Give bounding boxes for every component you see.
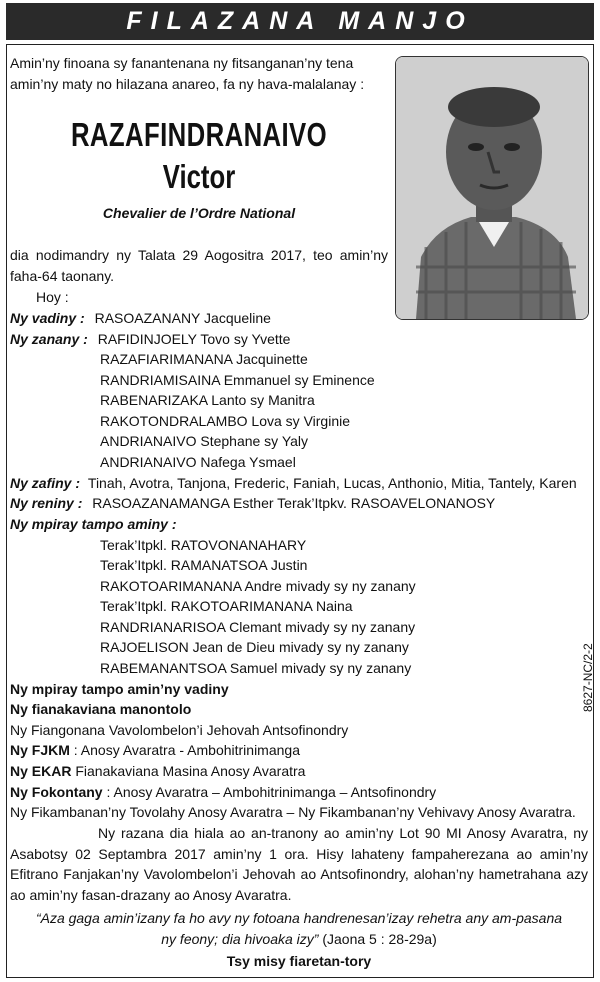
notice-header: FILAZANA MANJO (6, 3, 594, 40)
sibling-name: Terak’Itpkl. RAKOTOARIMANANA Naina (100, 598, 353, 614)
deceased-firstname: Victor (162, 158, 236, 195)
fokontany-row (10, 782, 436, 803)
children-label: Ny zanany : (10, 331, 88, 347)
deceased-photo (395, 56, 589, 320)
child-name: RAKOTONDRALAMBO Lova sy Virginie (100, 413, 351, 429)
child-name: RAZAFIARIMANANA Jacquinette (100, 351, 308, 367)
whole-family: Ny fianakaviana manontolo (10, 701, 192, 717)
fjkm-row (10, 740, 300, 761)
grandchildren-names: Tinah, Avotra, Tanjona, Frederic, Faniah, Lucas, Anthonio, Mitia, Tantely, Karen (87, 475, 577, 491)
scripture-quote (10, 908, 588, 949)
ekar-row (10, 761, 305, 782)
mother-row (10, 493, 495, 514)
children-row (10, 329, 290, 350)
spouse-name: RASOAZANANY Jacqueline (94, 310, 271, 326)
death-statement: dia nodimandry ny Talata 29 Aogositra 2017, teo amin’ny faha-64 taonany. (10, 247, 388, 284)
church: Ny Fiangonana Vavolombelon’i Jehovah Antsofinondry (10, 722, 349, 738)
sibling-name: RAJOELISON Jean de Dieu mivady sy ny zanany (100, 639, 409, 655)
child-name: RANDRIAMISAINA Emmanuel sy Eminence (100, 372, 375, 388)
child-name: ANDRIANAIVO Nafega Ysmael (100, 454, 296, 470)
fjkm-label: Ny FJKM (10, 742, 70, 758)
fjkm-value: : Anosy Avaratra - Ambohitrinimanga (69, 742, 300, 758)
mother-name: RASOAZANAMANGA Esther Terak’Itpkv. RASOAVELONANOSY (92, 495, 496, 511)
reference-code: 8627-NC/2-2 (581, 643, 595, 712)
hoy-label: Hoy : (36, 289, 69, 305)
associations: Ny Fikambanan’ny Tovolahy Anosy Avaratra – Ny Fikambanan’ny Vehivavy Anosy Avaratra. (10, 804, 576, 820)
portrait-image (396, 57, 588, 319)
sibling-name: RABEMANANTSOA Samuel mivady sy ny zanany (100, 660, 412, 676)
child-name: RABENARIZAKA Lanto sy Manitra (100, 392, 315, 408)
spouse-siblings: Ny mpiray tampo amin’ny vadiny (10, 681, 229, 697)
quote-reference: (Jaona 5 : 28-29a) (318, 930, 437, 947)
ekar-value: Fianakaviana Masina Anosy Avaratra (71, 763, 306, 779)
sibling-name: Terak’Itpkl. RAMANATSOA Justin (100, 557, 308, 573)
closing-line: Tsy misy fiaretan-tory (226, 953, 372, 969)
grandchildren-row (10, 473, 577, 494)
sibling-name: RANDRIANARISOA Clemant mivady sy ny zanany (100, 619, 416, 635)
grandchildren-label: Ny zafiny : (10, 475, 81, 491)
fokontany-value: : Anosy Avaratra – Ambohitrinimanga – Antsofinondry (102, 784, 437, 800)
child-name: RAFIDINJOELY Tovo sy Yvette (97, 331, 291, 347)
ekar-label: Ny EKAR (10, 763, 72, 779)
siblings-label: Ny mpiray tampo aminy : (10, 516, 177, 532)
funeral-details: Ny razana dia hiala ao an-tranony ao amin’ny Lot 90 MI Anosy Avaratra, ny Asabotsy 02 Septambra 2017 amin’ny 1 ora. Hisy lahateny fampaherezana ao amin’ny Efitrano Fanjakan’ny Vavolombelon’i Jehovah ao Antsofinondry, alohan’ny hametrahana azy ao amin’ny fasan-drazany ao Anosy Avaratra. (10, 825, 588, 903)
quote-line2: ny feony; dia hivoaka izy” (161, 930, 319, 947)
deceased-surname: RAZAFINDRANAIVO (70, 116, 328, 153)
intro-text: Amin’ny finoana sy fanantenana ny fitsanganan’ny tena amin’ny maty no hilazana anareo, fa ny hava-malalanay : (10, 55, 365, 92)
child-name: ANDRIANAIVO Stephane sy Yaly (100, 433, 309, 449)
sibling-name: Terak’Itpkl. RATOVONANAHARY (100, 537, 307, 553)
sibling-name: RAKOTOARIMANANA Andre mivady sy ny zanany (100, 578, 416, 594)
spouse-row (10, 308, 271, 329)
honor-title: Chevalier de l’Ordre National (102, 205, 296, 221)
mother-label: Ny reniny : (10, 495, 83, 511)
fokontany-label: Ny Fokontany (10, 784, 103, 800)
spouse-label: Ny vadiny : (10, 310, 85, 326)
quote-line1: “Aza gaga amin’izany fa ho avy ny fotoana handrenesan’izay rehetra any am-pasana (35, 910, 563, 926)
